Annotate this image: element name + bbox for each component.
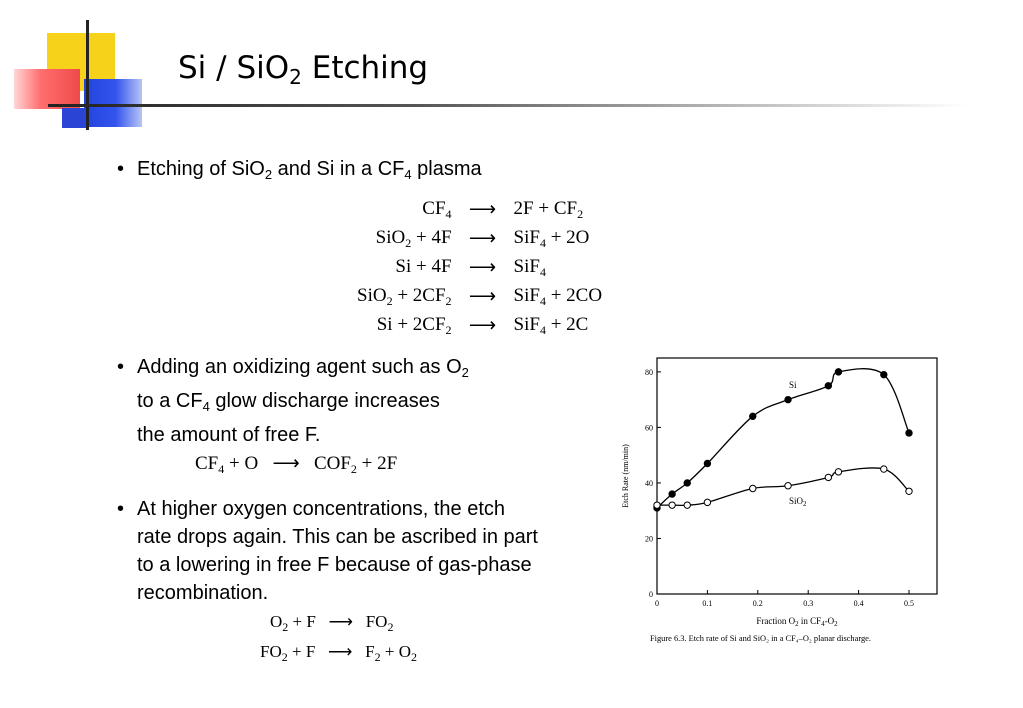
y-tick-label: 40 bbox=[645, 478, 653, 488]
reaction-row bbox=[352, 224, 607, 253]
figure-caption: Figure 6.3. Etch rate of Si and SiO₂ in a CF₄–O₂ planar discharge. bbox=[650, 634, 871, 643]
data-point-sio2 bbox=[906, 488, 912, 494]
title-underline bbox=[48, 104, 968, 107]
reaction-row bbox=[352, 195, 607, 224]
etch-rate-chart bbox=[615, 352, 945, 652]
reaction-arrow: ⟶ bbox=[468, 257, 497, 278]
bullet-etching-intro: • Etching of SiO$_2$ and Si in a $CF_4$ plasma bbox=[117, 158, 482, 182]
reaction-left: $Si + 2CF_2$ bbox=[376, 313, 452, 337]
data-point-si bbox=[750, 413, 756, 419]
data-point-si bbox=[704, 460, 710, 466]
reaction-right: SiF$_4$ + 2CO bbox=[513, 284, 603, 308]
y-tick-label: 0 bbox=[649, 590, 653, 599]
reaction-right: SiF$_4$ bbox=[513, 255, 546, 279]
reaction-list bbox=[352, 195, 607, 340]
data-point-sio2 bbox=[704, 499, 710, 505]
x-tick-label: 0.4 bbox=[853, 599, 864, 608]
series-label-si: Si bbox=[789, 380, 797, 390]
reaction-row bbox=[352, 253, 607, 282]
logo-blue-square-small bbox=[62, 108, 86, 128]
y-axis-label: Etch Rate (nm/min) bbox=[621, 444, 630, 508]
logo-vertical-line bbox=[86, 20, 89, 130]
data-point-sio2 bbox=[684, 502, 690, 508]
data-point-sio2 bbox=[654, 502, 660, 508]
data-point-si bbox=[825, 383, 831, 389]
data-point-sio2 bbox=[881, 466, 887, 472]
reaction-arrow: ⟶ bbox=[468, 199, 497, 220]
y-tick-label: 60 bbox=[645, 423, 653, 433]
data-point-sio2 bbox=[750, 485, 756, 491]
logo-red-square bbox=[14, 69, 80, 109]
reaction-left: Si + 4F bbox=[395, 255, 452, 277]
series-line-si bbox=[657, 369, 909, 508]
page-title: Si / SiO$_2$ Etching bbox=[178, 50, 429, 89]
reaction-arrow: ⟶ bbox=[468, 286, 497, 307]
reaction-left: $CF_4$ bbox=[422, 197, 452, 221]
series-label-sio2: SiO$_2$ bbox=[789, 496, 807, 508]
x-axis-label: Fraction $O_2$ in $CF_4-O_2$ bbox=[756, 616, 838, 628]
reaction-o2-f: $O_2 + F$ ⟶ $FO_2$ bbox=[270, 612, 394, 634]
logo-blue-square bbox=[84, 79, 142, 127]
x-tick-label: 0.5 bbox=[904, 599, 914, 608]
data-point-sio2 bbox=[835, 469, 841, 475]
x-tick-label: 0 bbox=[655, 599, 659, 608]
reaction-row bbox=[352, 282, 607, 311]
data-point-si bbox=[835, 369, 841, 375]
reaction-arrow: ⟶ bbox=[468, 228, 497, 249]
reaction-cf4-o: $CF_4 + O$ ⟶ $COF_2 + 2F$ bbox=[195, 453, 398, 476]
data-point-si bbox=[785, 396, 791, 402]
data-point-si bbox=[669, 491, 675, 497]
series-line-sio2 bbox=[657, 468, 909, 505]
data-point-si bbox=[906, 430, 912, 436]
data-point-sio2 bbox=[669, 502, 675, 508]
reaction-left: $SiO_2 + 2CF_2$ bbox=[357, 284, 452, 308]
data-point-si bbox=[684, 480, 690, 486]
x-tick-label: 0.3 bbox=[803, 599, 814, 608]
data-point-sio2 bbox=[785, 483, 791, 489]
x-tick-label: 0.1 bbox=[702, 599, 713, 608]
reaction-right: $2F + CF_2$ bbox=[513, 197, 584, 221]
reaction-right: SiF$_4$ + 2C bbox=[513, 313, 589, 337]
reaction-right: SiF$_4$ + 2O bbox=[513, 226, 590, 250]
reaction-row bbox=[352, 311, 607, 340]
reaction-fo2-f: $FO_2 + F$ ⟶ $F_2 + O_2$ bbox=[260, 642, 417, 664]
reaction-arrow: ⟶ bbox=[468, 315, 497, 336]
y-tick-label: 20 bbox=[645, 534, 653, 544]
bullet-higher-oxygen: • At higher oxygen concentrations, the etch rate drops again. This can be ascribed in part to a lowering in free F because of gas-phase recombination. bbox=[117, 498, 538, 604]
data-point-sio2 bbox=[825, 474, 831, 480]
x-tick-label: 0.2 bbox=[752, 599, 763, 608]
y-tick-label: 80 bbox=[645, 367, 653, 377]
bullet-oxidizing-agent: • Adding an oxidizing agent such as $O_2$ to a $CF_4$ glow discharge increases the amount of free F. bbox=[117, 356, 469, 446]
reaction-left: SiO$_2$ + 4F bbox=[375, 226, 452, 250]
data-point-si bbox=[881, 371, 887, 377]
